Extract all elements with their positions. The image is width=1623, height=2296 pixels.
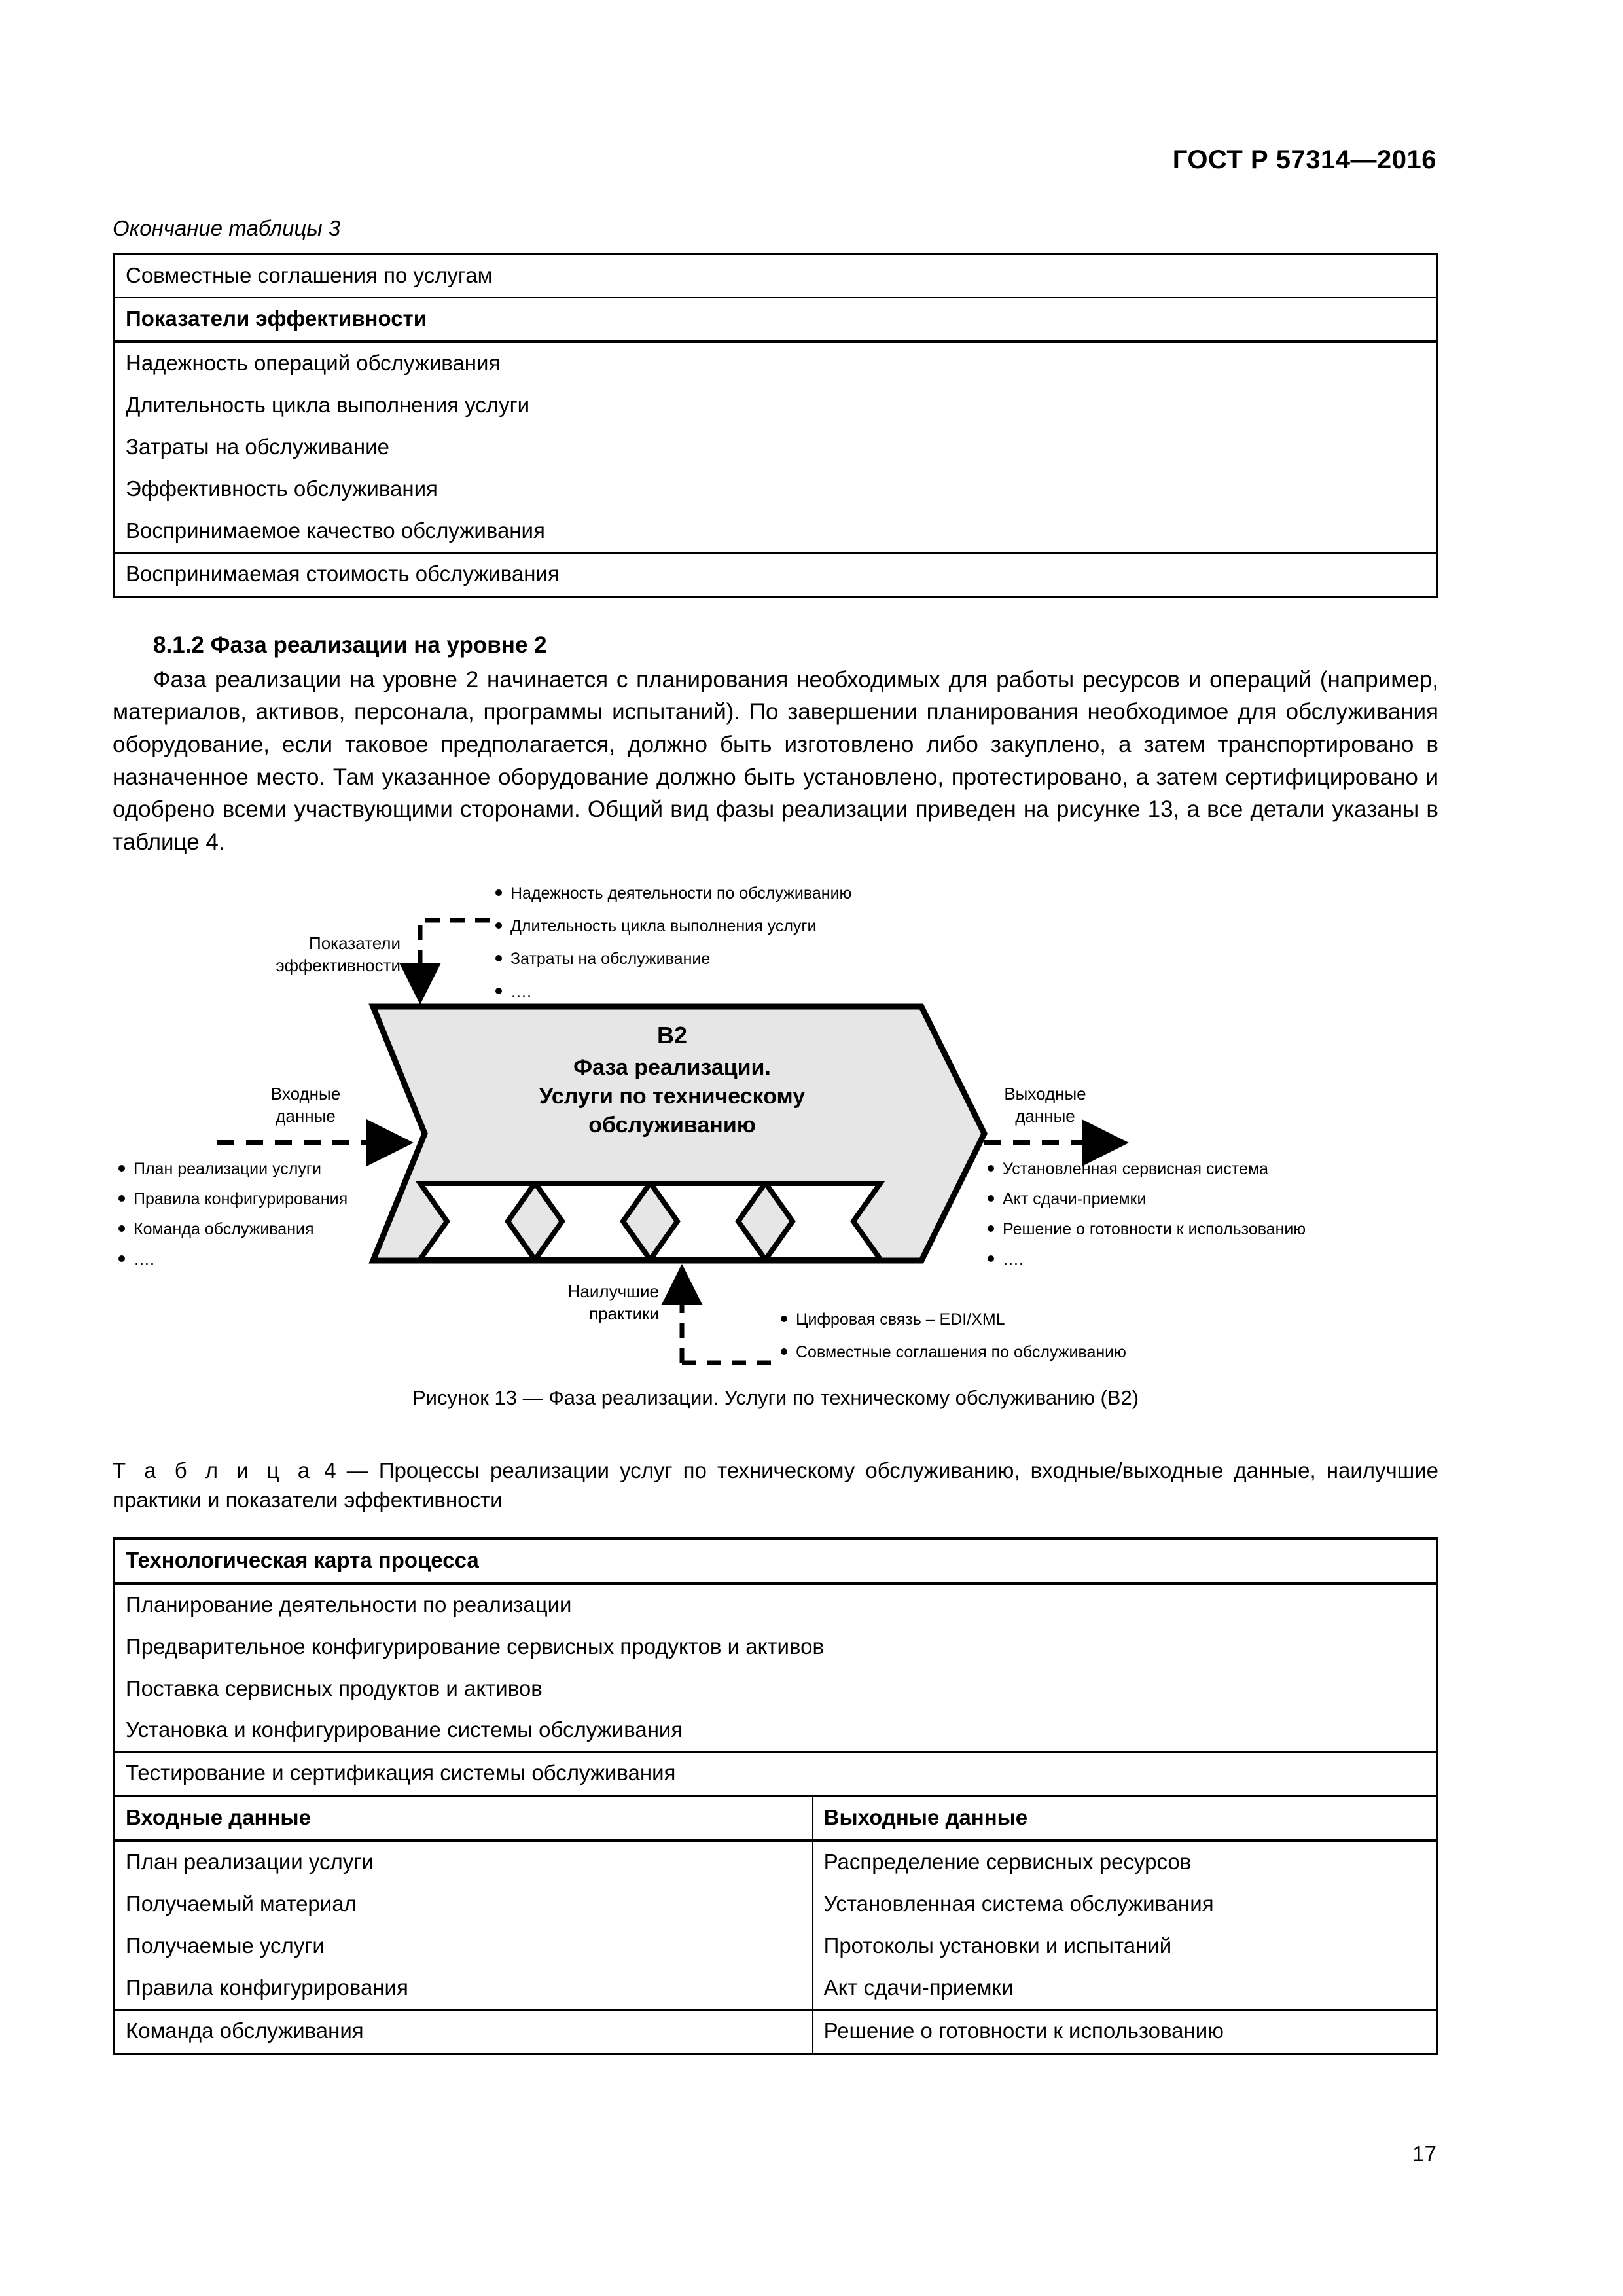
figure-top-label-line1: Показатели	[309, 933, 401, 953]
table4-process-cell: Поставка сервисных продуктов и активов	[114, 1668, 1437, 1710]
table4-process-cell: Предварительное конфигурирование сервисных продуктов и активов	[114, 1626, 1437, 1668]
table3-subheader: Показатели эффективности	[114, 298, 1437, 342]
figure-left-bullets	[118, 1160, 348, 1268]
figure-right-bullet-text: Акт сдачи-приемки	[1003, 1189, 1147, 1208]
table-row	[114, 1884, 1437, 1926]
table-row	[114, 385, 1437, 427]
table-row	[114, 1967, 1437, 2010]
table3-cell: Затраты на обслуживание	[114, 427, 1437, 469]
table4-process-map-header: Технологическая карта процесса	[114, 1539, 1437, 1583]
figure-left-bullet-text: План реализации услуги	[134, 1159, 321, 1178]
table4-title-text: — Процессы реализации услуг по техническому обслуживанию, входные/выходные данные, наилучшие практики и показатели эффективности	[113, 1458, 1438, 1513]
table4-input-header: Входные данные	[114, 1796, 813, 1840]
table-row	[114, 1926, 1437, 1967]
table4-title-prefix: Т а б л и ц а	[113, 1458, 314, 1482]
figure-top-bullet-text: Затраты на обслуживание	[510, 949, 711, 968]
phase-title-line2: Услуги по техническому	[539, 1083, 806, 1109]
table4-input-cell: Получаемые услуги	[114, 1926, 813, 1967]
table-header-row	[114, 1796, 1437, 1840]
table4-input-cell: Команда обслуживания	[114, 2010, 813, 2054]
figure-right-label-line1: Выходные	[1004, 1083, 1086, 1103]
performance-indicators-connector	[420, 920, 490, 1000]
table4-title	[113, 1456, 1438, 1515]
figure-best-practices	[568, 1268, 1126, 1363]
table4-output-header: Выходные данные	[813, 1796, 1437, 1840]
section-heading-8-1-2: 8.1.2 Фаза реализации на уровне 2	[153, 632, 547, 658]
table4-input-cell: Получаемый материал	[114, 1884, 813, 1926]
figure-label-performance-indicators	[276, 933, 401, 975]
table-row	[114, 1539, 1437, 1583]
table-3-continuation	[113, 253, 1438, 598]
figure-bottom-bullet-text: Цифровая связь – EDI/XML	[796, 1310, 1005, 1329]
table-row	[114, 2010, 1437, 2054]
figure-bottom-bullets	[781, 1310, 1126, 1361]
figure-bottom-bullet-text: Совместные соглашения по обслуживанию	[796, 1342, 1126, 1361]
table-row	[114, 1583, 1437, 1626]
figure-left-label-line2: данные	[276, 1105, 336, 1126]
table4-process-cell: Тестирование и сертификация системы обслуживания	[114, 1752, 1437, 1796]
table-row	[114, 1840, 1437, 1884]
figure-right-label-line2: данные	[1015, 1105, 1075, 1126]
phase-title-line1: Фаза реализации.	[573, 1054, 771, 1080]
table-row	[114, 1752, 1437, 1796]
table3-cell: Совместные соглашения по услугам	[114, 254, 1437, 298]
table-row	[114, 1710, 1437, 1752]
phase-chevron-block	[373, 1007, 984, 1261]
figure-top-bullets	[495, 884, 851, 1001]
table-row	[114, 427, 1437, 469]
phase-code: B2	[656, 1021, 688, 1049]
figure-top-bullet-text: Надежность деятельности по обслуживанию	[510, 884, 852, 903]
figure-bottom-label-line2: практики	[589, 1303, 659, 1323]
table-row	[114, 511, 1437, 553]
table3-caption: Окончание таблицы 3	[113, 216, 341, 240]
figure-right-bullet-text: Решение о готовности к использованию	[1003, 1219, 1306, 1238]
figure-13-diagram	[113, 878, 1438, 1382]
table3-cell: Эффективность обслуживания	[114, 469, 1437, 511]
document-header-standard-id: ГОСТ Р 57314—2016	[1172, 145, 1436, 174]
phase-title-line3: обслуживанию	[588, 1112, 756, 1138]
figure-right-bullet-text: Установленная сервисная система	[1003, 1159, 1269, 1178]
figure-right-bullets	[988, 1160, 1306, 1268]
table4-input-cell: Правила конфигурирования	[114, 1967, 813, 2010]
table-row	[114, 1668, 1437, 1710]
figure-bottom-label-line1: Наилучшие	[567, 1281, 659, 1301]
table4-body	[114, 1539, 1437, 2054]
table4-title-number: 4	[324, 1458, 336, 1482]
figure-input-side	[118, 1084, 408, 1268]
figure-left-bullet-text: ….	[134, 1249, 154, 1268]
table4-output-cell: Протоколы установки и испытаний	[813, 1926, 1437, 1967]
table4-output-cell: Установленная система обслуживания	[813, 1884, 1437, 1926]
page-number: 17	[1412, 2142, 1436, 2166]
table-row	[114, 342, 1437, 385]
table4-output-cell: Распределение сервисных ресурсов	[813, 1840, 1437, 1884]
figure-top-label-line2: эффективности	[276, 955, 401, 975]
figure-13	[113, 878, 1438, 1382]
table-row	[114, 1626, 1437, 1668]
table3-body	[114, 254, 1437, 597]
table-row	[114, 254, 1437, 298]
section-paragraph: Фаза реализации на уровне 2 начинается с планирования необходимых для работы ресурсов и операций (например, материалов, активов, персонала, программы испытаний). По завершении планирования необходимое для обслуживания оборудование, если таковое предполагается, должно быть изготовлено либо закуплено, а затем транспортировано в назначенное место. Там указанное оборудование должно быть установлено, протестировано, а затем сертифицировано и одобрено всеми участвующими сторонами. Общий вид фазы реализации приведен на рисунке 13, а все детали указаны в таблице 4.	[113, 666, 1438, 855]
figure-left-bullet-text: Команда обслуживания	[134, 1219, 314, 1238]
table4-output-cell: Решение о готовности к использованию	[813, 2010, 1437, 2054]
figure-top-bullet-text: ….	[510, 982, 531, 1001]
table3-cell: Воспринимаемая стоимость обслуживания	[114, 553, 1437, 597]
table4-output-cell: Акт сдачи-приемки	[813, 1967, 1437, 2010]
table3-cell: Надежность операций обслуживания	[114, 342, 1437, 385]
figure-right-bullet-text: ….	[1003, 1249, 1024, 1268]
table-row	[114, 469, 1437, 511]
figure-left-bullet-text: Правила конфигурирования	[134, 1189, 348, 1208]
table3-cell: Воспринимаемое качество обслуживания	[114, 511, 1437, 553]
table4-process-cell: Планирование деятельности по реализации	[114, 1583, 1437, 1626]
page-content	[113, 0, 1438, 2055]
table3-cell: Длительность цикла выполнения услуги	[114, 385, 1437, 427]
table4-input-cell: План реализации услуги	[114, 1840, 813, 1884]
figure-top-bullet-text: Длительность цикла выполнения услуги	[510, 916, 817, 935]
table-4	[113, 1537, 1438, 2055]
table-row	[114, 298, 1437, 342]
figure-13-caption: Рисунок 13 — Фаза реализации. Услуги по техническому обслуживанию (B2)	[412, 1386, 1139, 1409]
figure-output-side	[984, 1084, 1306, 1268]
figure-left-label-line1: Входные	[270, 1083, 341, 1103]
table4-process-cell: Установка и конфигурирование системы обслуживания	[114, 1710, 1437, 1752]
table-row	[114, 553, 1437, 597]
